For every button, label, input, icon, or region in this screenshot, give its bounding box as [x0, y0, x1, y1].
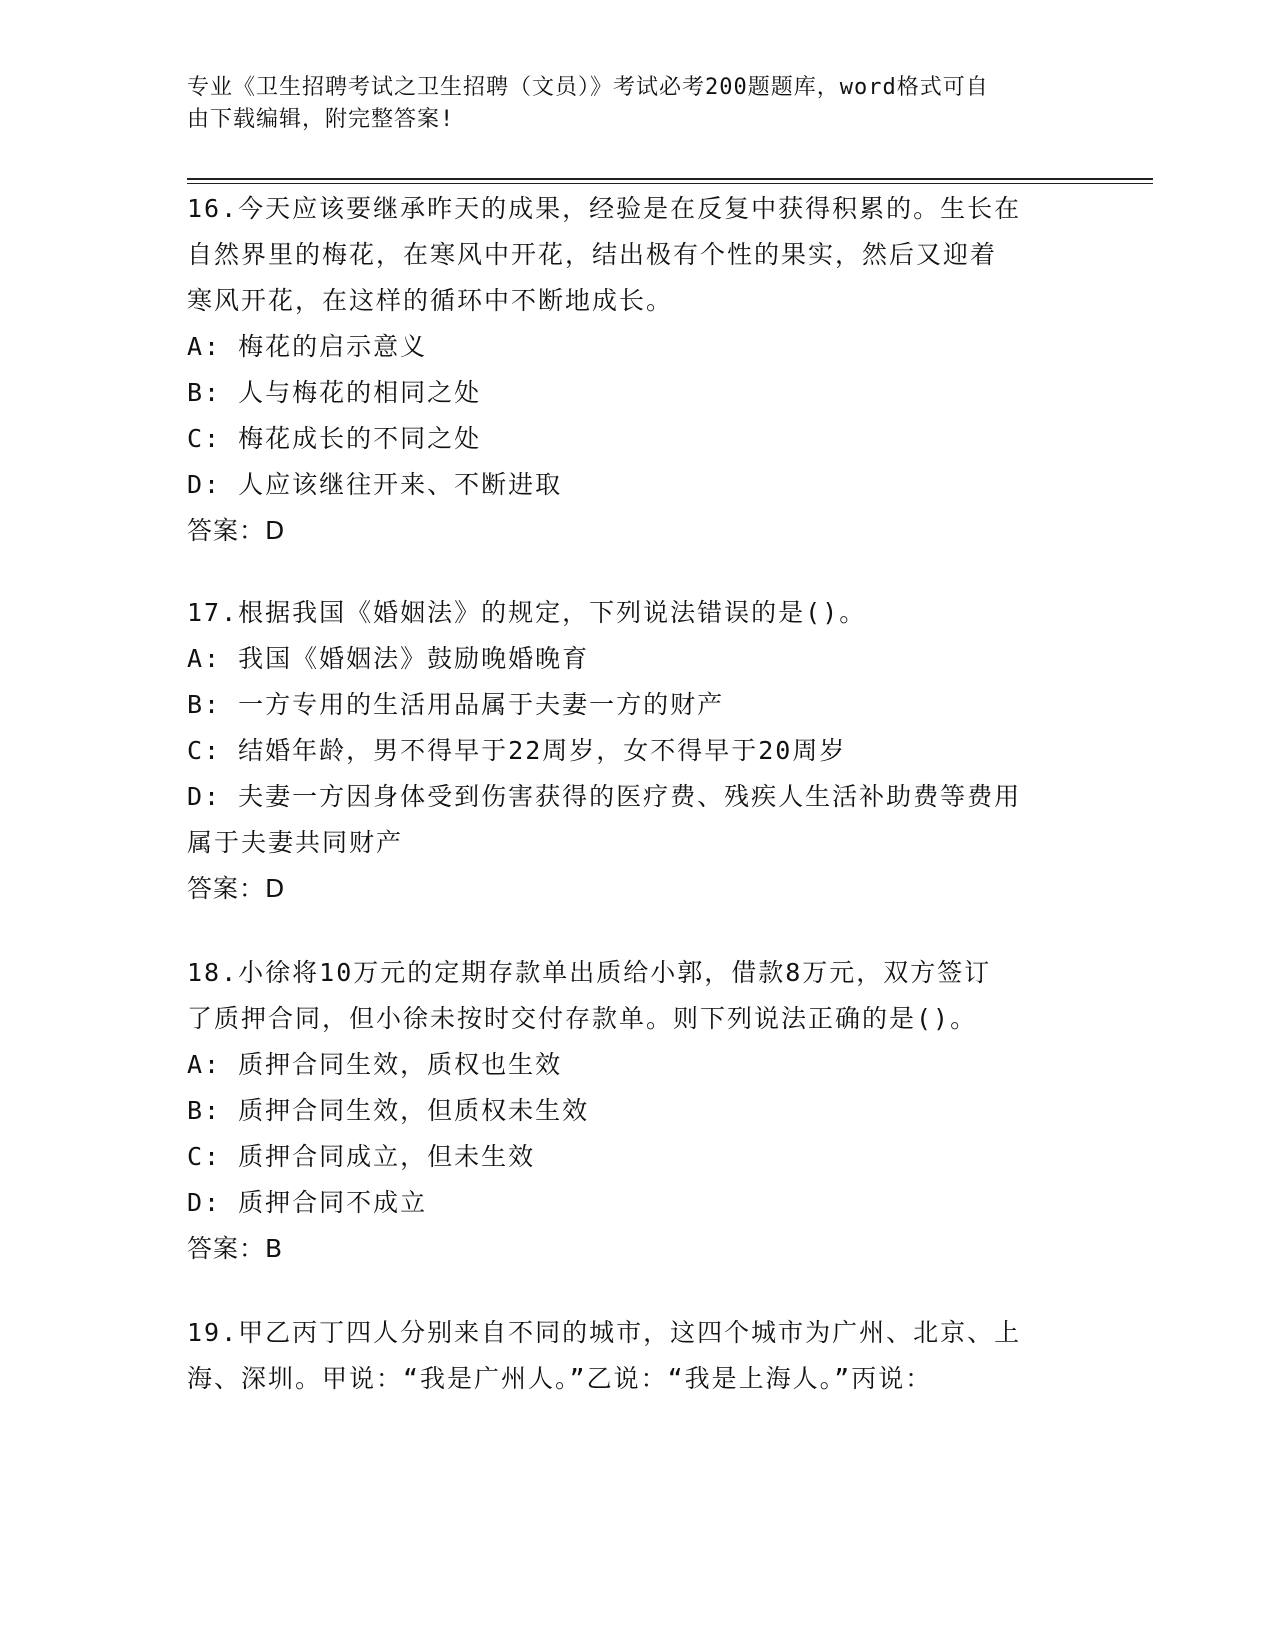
document-header: [187, 72, 1087, 136]
option-b: B: 一方专用的生活用品属于夫妻一方的财产: [187, 690, 725, 719]
option-b: B: 质押合同生效，但质权未生效: [187, 1096, 590, 1125]
header-line-2: 由下载编辑，附完整答案!: [187, 107, 455, 132]
option-d: D: 夫妻一方因身体受到伤害获得的医疗费、残疾人生活补助费等费用: [187, 782, 1022, 811]
header-divider: [187, 178, 1153, 180]
option-c: C: 质押合同成立，但未生效: [187, 1142, 536, 1171]
question-19: [187, 1310, 1087, 1402]
question-text-line: 了质押合同，但小徐未按时交付存款单。则下列说法正确的是()。: [187, 1004, 978, 1033]
question-17: [187, 590, 1087, 912]
question-16: [187, 186, 1087, 554]
option-d: D: 人应该继往开来、不断进取: [187, 470, 563, 499]
option-a: A: 梅花的启示意义: [187, 332, 428, 361]
question-text-line: 17.根据我国《婚姻法》的规定，下列说法错误的是()。: [187, 598, 867, 627]
question-text-line: 寒风开花，在这样的循环中不断地成长。: [187, 286, 674, 315]
question-text-line: 16.今天应该要继承昨天的成果，经验是在反复中获得积累的。生长在: [187, 194, 1022, 223]
question-18: [187, 950, 1087, 1272]
option-a: A: 质押合同生效，质权也生效: [187, 1050, 563, 1079]
question-text-line: 18.小徐将10万元的定期存款单出质给小郭，借款8万元，双方签订: [187, 958, 992, 987]
option-d: D: 质押合同不成立: [187, 1188, 428, 1217]
option-b: B: 人与梅花的相同之处: [187, 378, 482, 407]
header-divider-thin: [187, 183, 1153, 184]
option-c: C: 结婚年龄，男不得早于22周岁，女不得早于20周岁: [187, 736, 847, 765]
option-c: C: 梅花成长的不同之处: [187, 424, 482, 453]
question-text-line: 19.甲乙丙丁四人分别来自不同的城市，这四个城市为广州、北京、上: [187, 1318, 1022, 1347]
question-text-line: 自然界里的梅花，在寒风中开花，结出极有个性的果实，然后又迎着: [187, 240, 998, 269]
answer-line: 答案：B: [187, 1234, 284, 1263]
option-d-continued: 属于夫妻共同财产: [187, 828, 404, 857]
answer-line: 答案：D: [187, 874, 286, 903]
question-text-line: 海、深圳。甲说：“我是广州人。”乙说：“我是上海人。”丙说：: [187, 1364, 933, 1393]
header-line-1: 专业《卫生招聘考试之卫生招聘（文员）》考试必考200题题库，word格式可自: [187, 75, 989, 100]
answer-line: 答案：D: [187, 516, 286, 545]
option-a: A: 我国《婚姻法》鼓励晚婚晚育: [187, 644, 590, 673]
